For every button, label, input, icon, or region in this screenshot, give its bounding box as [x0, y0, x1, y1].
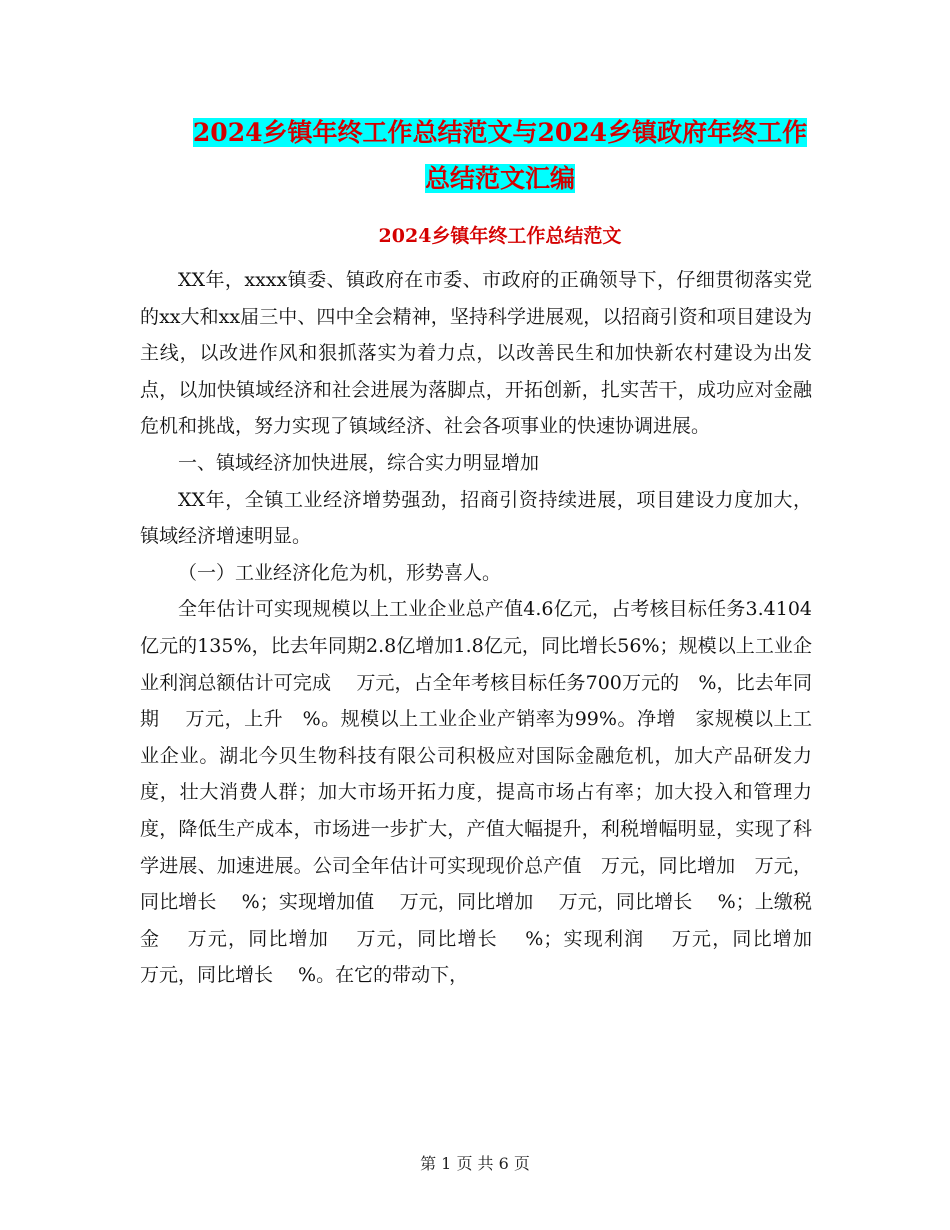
- paragraph-overview: XX年，全镇工业经济增势强劲，招商引资持续进展，项目建设力度加大，镇域经济增速明显。: [140, 488, 812, 548]
- title-line-2: 总结范文汇编: [424, 164, 575, 193]
- document-title: [140, 110, 860, 202]
- paragraph-subheading-1: （一）工业经济化危为机，形势喜人。: [178, 561, 502, 584]
- page-footer: 第 1 页 共 6 页: [420, 1154, 530, 1173]
- title-line-1: 2024乡镇年终工作总结范文与2024乡镇政府年终工作: [192, 118, 808, 147]
- section-title: 2024乡镇年终工作总结范文: [378, 225, 622, 247]
- document-body: [140, 262, 838, 994]
- paragraph-heading-1: 一、镇域经济加快进展，综合实力明显增加: [178, 451, 540, 474]
- paragraph-intro: XX年，xxxx镇委、镇政府在市委、市政府的正确领导下，仔细贯彻落实党的xx大和xx届三中、四中全会精神，坚持科学进展观，以招商引资和项目建设为主线，以改进作风和狠抓落实为着力点，以改善民生和加快新农村建设为出发点，以加快镇域经济和社会进展为落脚点，开拓创新，扎实苦干，成功应对金融危机和挑战，努力实现了镇域经济、社会各项事业的快速协调进展。: [140, 269, 812, 438]
- paragraph-industry: 全年估计可实现规模以上工业企业总产值4.6亿元，占考核目标任务3.4104亿元的135%，比去年同期2.8亿增加1.8亿元，同比增长56%；规模以上工业企业利润总额估计可完成 万元，占全年考核目标任务700万元的 %，比去年同期 万元，上升 %。规模以上工业企业产销率为99%。净增 家规模以上工业企业。湖北今贝生物科技有限公司积极应对国际金融危机，加大产品研发力度，壮大消费人群；加大市场开拓力度，提高市场占有率；加大投入和管理力度，降低生产成本，市场进一步扩大，产值大幅提升，利税增幅明显，实现了科学进展、加速进展。公司全年估计可实现现价总产值 万元，同比增加 万元，同比增长 %；实现增加值 万元，同比增加 万元，同比增长 %；上缴税金 万元，同比增加 万元，同比增长 %；实现利润 万元，同比增加 万元，同比增长 %。在它的带动下，: [140, 598, 838, 987]
